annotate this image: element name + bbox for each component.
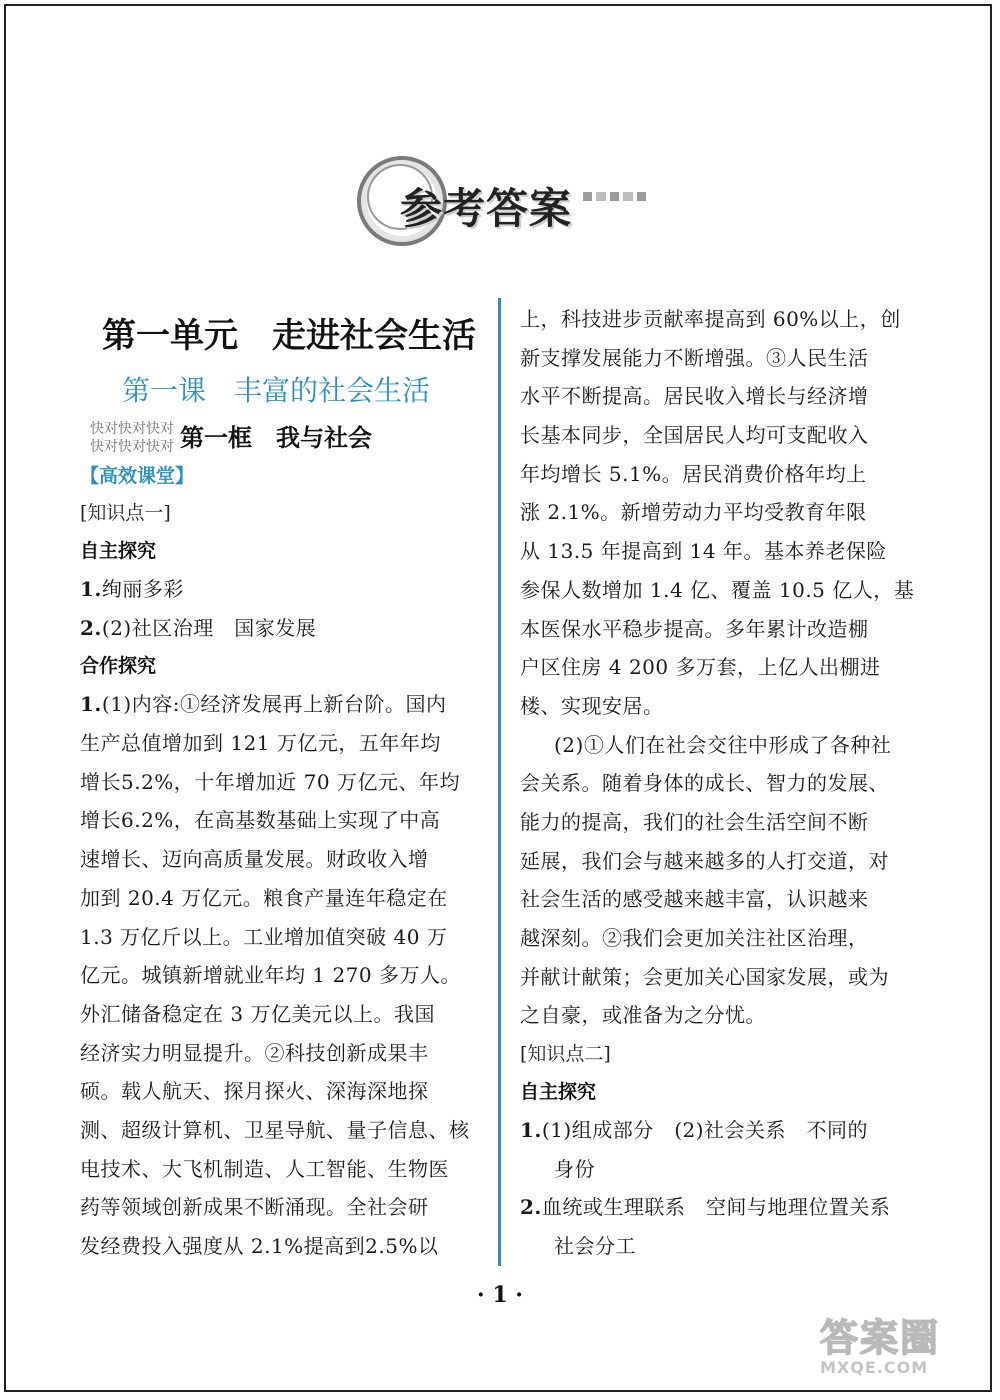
column-divider [498, 298, 501, 1266]
text-line: 户区住房 4 200 多万套，上亿人出棚进 [520, 655, 881, 680]
text-line: 年均增长 5.1%。居民消费价格年均上 [520, 461, 867, 486]
text-line: 硕。载人航天、探月探火、深海深地探 [80, 1079, 429, 1104]
kp2-answer-1-cont: 身份 [554, 1156, 595, 1181]
kp2-answer-2: 2.血统或生理联系 空间与地理位置关系 [520, 1195, 891, 1220]
answer-1: 1.绚丽多彩 [80, 577, 184, 601]
text-line: 新支撑发展能力不断增强。③人民生活 [520, 345, 869, 370]
section-tag: 【高效课堂】 [80, 465, 195, 487]
watermark-logo [820, 1318, 990, 1390]
unit-title: 第一单元 走进社会生活 [102, 316, 476, 356]
kp2-answer-1: 1.(1)组成部分 (2)社会关系 不同的 [520, 1118, 869, 1143]
text-line: 测、超级计算机、卫星导航、量子信息、核 [80, 1117, 470, 1142]
right-column [520, 300, 940, 1266]
text-line: 生产总值增加到 121 万亿元，五年年均 [80, 731, 441, 756]
text-line: 发经费投入强度从 2.1%提高到2.5%以 [80, 1234, 439, 1258]
text-line: 楼、实现安居。 [520, 693, 664, 718]
text-line: 涨 2.1%。新增劳动力平均受教育年限 [520, 500, 867, 525]
knowledge-point-1: [知识点一] [80, 502, 171, 524]
frame-title-row [80, 416, 490, 460]
banner-title: 参考答案 [400, 184, 573, 233]
coop-answer-1: 1.(1)内容:①经济发展再上新台阶。国内 [80, 692, 447, 717]
coop-answer-2: (2)①人们在社会交往中形成了各种社 [554, 732, 892, 757]
text-line: 1.3 万亿斤以上。工业增加值突破 40 万 [80, 924, 448, 949]
text-line: 亿元。城镇新增就业年均 1 270 多万人。 [80, 963, 461, 988]
text-line: 速增长、迈向高质量发展。财政收入增 [80, 847, 429, 872]
self-study-heading: 自主探究 [80, 540, 157, 562]
lesson-title: 第一课 丰富的社会生活 [122, 374, 431, 407]
coop-answer-2-body [520, 764, 940, 1035]
banner-dots-icon [583, 192, 646, 201]
cooperative-study-heading: 合作探究 [80, 655, 157, 678]
watermark-url: MXQE.COM [820, 1358, 929, 1377]
text-line: 经济实力明显提升。②科技创新成果丰 [80, 1040, 429, 1065]
text-line: 加到 20.4 万亿元。粮食产量连年稳定在 [80, 885, 448, 910]
text-line: 水平不断提高。居民收入增长与经济增 [520, 384, 869, 409]
text-line: 增长5.2%，十年增加近 70 万亿元、年均 [80, 769, 460, 794]
coop-answer-1-body [80, 724, 490, 1266]
text-line: 从 13.5 年提高到 14 年。基本养老保险 [520, 539, 887, 564]
text-line: 并献计献策；会更加关心国家发展，或为 [520, 964, 889, 989]
text-line: 上，科技进步贡献率提高到 60%以上，创 [520, 307, 901, 331]
answer-2: 2.(2)社区治理 国家发展 [80, 615, 317, 640]
text-line: 外汇储备稳定在 3 万亿美元以上。我国 [80, 1001, 435, 1026]
text-line: 本医保水平稳步提高。多年累计改造棚 [520, 616, 869, 641]
page-number: · 1 · [477, 1282, 523, 1308]
small-watermark: 快对快对快对 快对快对快对 [90, 421, 174, 455]
text-line: 延展，我们会与越来越多的人打交道，对 [520, 848, 889, 873]
text-line: 之自豪，或准备为之分忧。 [520, 1003, 766, 1028]
answer-banner [355, 150, 655, 250]
text-line: 增长6.2%，在高基数基础上实现了中高 [80, 808, 441, 833]
coop-answer-1-continued [520, 300, 940, 726]
text-line: 药等领域创新成果不断涌现。全社会研 [80, 1195, 429, 1220]
kp2-answer-2-cont: 社会分工 [554, 1234, 636, 1259]
text-line: 越深刻。②我们会更加关注社区治理， [520, 926, 869, 950]
watermark-logo-text: 答案圈 [820, 1316, 941, 1360]
self-study-heading-2: 自主探究 [520, 1081, 597, 1104]
knowledge-point-2: [知识点二] [520, 1043, 611, 1066]
text-line: 电技术、大飞机制造、人工智能、生物医 [80, 1156, 449, 1181]
left-column [80, 300, 490, 1266]
text-line: 参保人数增加 1.4 亿、覆盖 10.5 亿人，基 [520, 577, 915, 602]
text-line: 能力的提高，我们的社会生活空间不断 [520, 809, 869, 834]
text-line: 长基本同步，全国居民人均可支配收入 [520, 423, 869, 448]
frame-title: 第一框 我与社会 [180, 423, 372, 452]
text-line: 会关系。随着身体的成长、智力的发展、 [520, 771, 889, 796]
text-line: 社会生活的感受越来越丰富，认识越来 [520, 887, 869, 912]
